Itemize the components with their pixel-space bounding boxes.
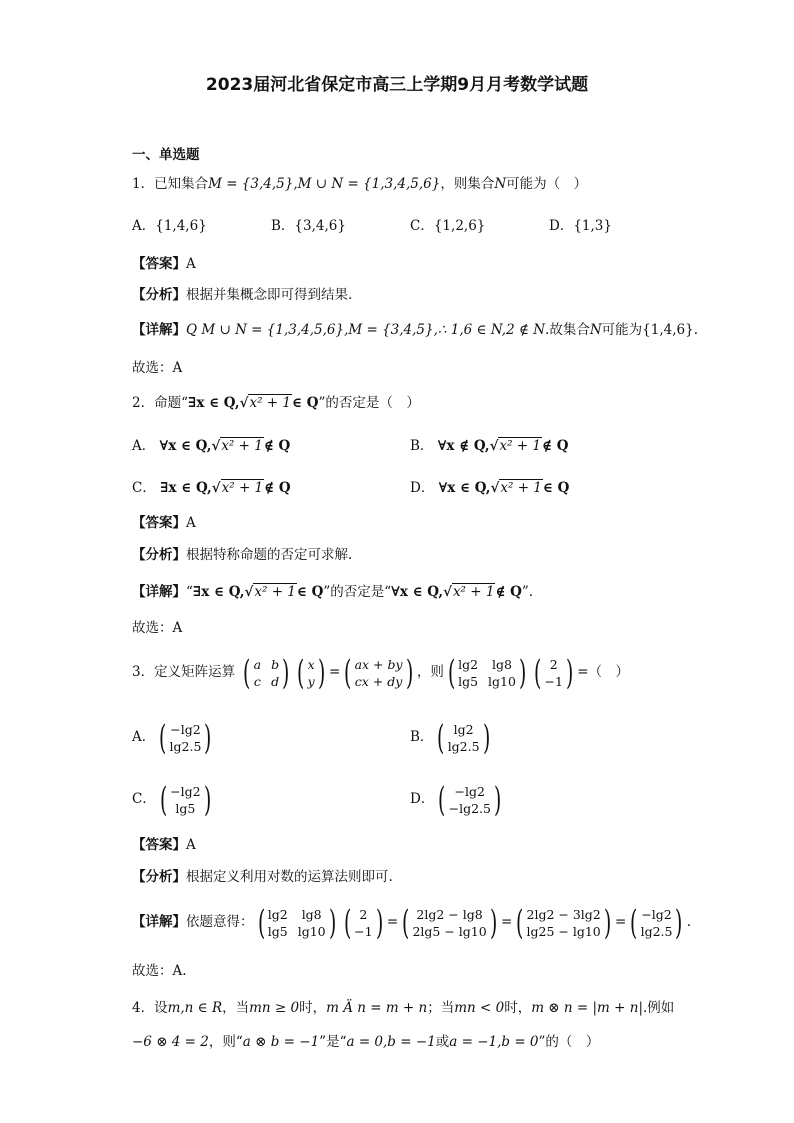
q3-matrix-abcd: ( a b c d ) <box>243 652 290 693</box>
q1-option-d: D．{1,3} <box>549 218 612 234</box>
q1-option-c: C．{1,2,6} <box>410 218 486 234</box>
q1-answer: 【答案】A <box>132 256 196 272</box>
q3-stem: 3．定义矩阵运算 ( a b c d ) ( x y ) = ( ax + by cx + dy ) ，则 ( lg2 lg8 lg5 lg10 ) ( 2 −1 ) =（ ） <box>132 652 629 693</box>
q4-stem-line2: −6 ⊗ 4 = 2，则“a ⊗ b = −1”是“a = 0,b = −1或a = −1,b = 0”的（ ） <box>132 1034 600 1050</box>
q4-stem-line1: 4．设m,n ∈ R，当mn ≥ 0时，m Ä n = m + n；当mn < 0时，m ⊗ n = |m + n|.例如 <box>132 1000 675 1016</box>
q1-detail: 【详解】Q M ∪ N = {1,3,4,5,6},M = {3,4,5},∴ 1,6 ∈ N,2 ∉ N.故集合N可能为{1,4,6}. <box>132 322 698 338</box>
q3-matrix-lg: ( lg2 lg8 lg5 lg10 ) <box>447 652 527 693</box>
q1-option-a: A．{1,4,6} <box>132 218 207 234</box>
q2-detail: 【详解】“∃x ∈ Q,√x² + 1∈ Q”的否定是“∀x ∈ Q,√x² + 1∉ Q”. <box>132 584 534 600</box>
q2-stem: 2．命题“∃x ∈ Q,√x² + 1∈ Q”的否定是（ ） <box>132 395 420 411</box>
q2-analysis: 【分析】根据特称命题的否定可求解. <box>132 547 353 563</box>
q1-number: 1． <box>132 176 155 192</box>
q3-option-c: C． ( −lg2 lg5 ) <box>132 779 211 820</box>
section-heading: 一、单选题 <box>132 147 200 163</box>
q2-option-a: A． ∀x ∈ Q,√x² + 1∉ Q <box>132 438 291 454</box>
q3-option-d: D． ( −lg2 −lg2.5 ) <box>410 779 502 820</box>
q3-choose: 故选：A. <box>132 963 187 979</box>
q3-analysis: 【分析】根据定义利用对数的运算法则即可. <box>132 869 393 885</box>
q3-matrix-vec: ( 2 −1 ) <box>534 652 574 693</box>
q1-math: M = {3,4,5},M ∪ N = {1,3,4,5,6} <box>208 176 441 192</box>
q2-choose: 故选：A <box>132 620 183 636</box>
q2-answer: 【答案】A <box>132 515 196 531</box>
q3-option-a: A． ( −lg2 lg2.5 ) <box>132 717 212 758</box>
q2-option-b: B． ∀x ∉ Q,√x² + 1∉ Q <box>410 438 569 454</box>
q1-option-b: B．{3,4,6} <box>271 218 346 234</box>
q3-matrix-xy: ( x y ) <box>297 652 325 693</box>
q3-option-b: B． ( lg2 lg2.5 ) <box>410 717 490 758</box>
q1-stem: 1．已知集合M = {3,4,5},M ∪ N = {1,3,4,5,6}，则集合N可能为（ ） <box>132 176 588 192</box>
q3-matrix-result: ( ax + by cx + dy ) <box>344 652 413 693</box>
q2-option-d: D． ∀x ∈ Q,√x² + 1∈ Q <box>410 480 570 496</box>
q3-answer: 【答案】A <box>132 837 196 853</box>
q1-analysis: 【分析】根据并集概念即可得到结果. <box>132 287 353 303</box>
page-title: 2023届河北省保定市高三上学期9月月考数学试题 <box>205 75 589 95</box>
q3-detail: 【详解】依题意得： ( lg2 lg8 lg5 lg10 ) ( 2 −1 ) = ( 2lg2 − lg8 2lg5 − lg10 ) = ( 2lg2 − 3lg2 lg25 − lg10 ) = ( −lg2 lg2.5 ) . <box>132 902 692 943</box>
q1-choose: 故选：A <box>132 360 183 376</box>
q2-option-c: C． ∃x ∈ Q,√x² + 1∉ Q <box>132 480 291 496</box>
